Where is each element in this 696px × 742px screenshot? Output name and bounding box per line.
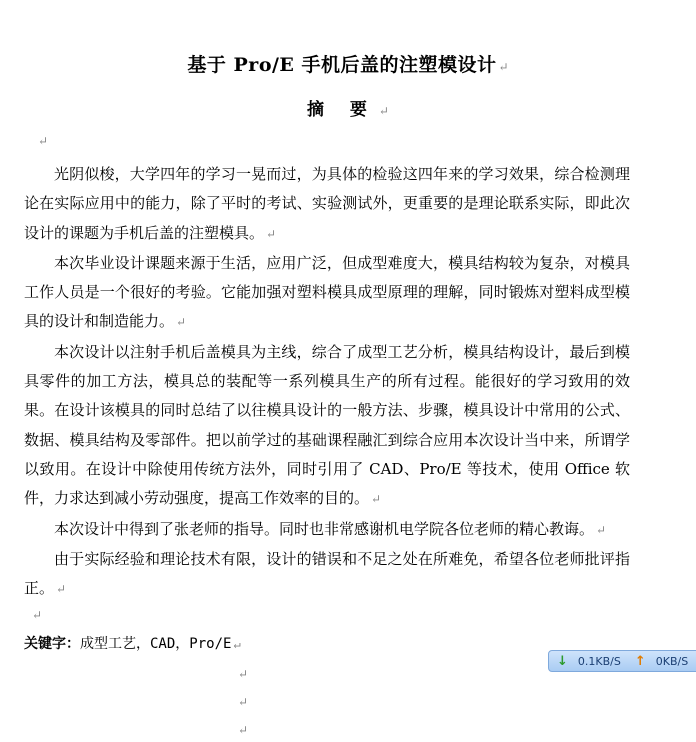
network-speed-widget[interactable]: [548, 650, 696, 672]
keywords-value: 成型工艺，CAD，Pro/E: [80, 636, 232, 652]
paragraph-mark-icon: ↵: [266, 226, 277, 241]
paragraph-mark-icon: ↵: [176, 315, 187, 330]
paragraph-mark-icon: ↵: [32, 608, 43, 622]
title-text: 基于 Pro/E 手机后盖的注塑模设计: [187, 54, 497, 76]
paragraph-mark-icon: ↵: [38, 134, 49, 148]
upload-arrow-icon: ↑: [634, 653, 646, 669]
abstract-heading: [0, 95, 696, 120]
abstract-paragraph: 光阴似梭，大学四年的学习一晃而过，为具体的检验这四年来的学习效果，综合检测理论在实际应用中的能力，除了平时的考试、实验测试外，更重要的是理论联系实际，即此次设计的课题为手机后盖的注塑模具。 ↵: [24, 165, 630, 242]
abstract-heading-text: 摘 要: [307, 100, 377, 120]
keywords-line: [24, 633, 241, 653]
paragraph-mark-icon: ↵: [378, 104, 389, 118]
abstract-body: [24, 160, 630, 604]
abstract-paragraph: 本次设计以注射手机后盖模具为主线，综合了成型工艺分析，模具结构设计，最后到模具零件的加工方法，模具总的装配等一系列模具生产的所有过程。能很好的学习致用的效果。在设计该模具的同时总结了以往模具设计的一般方法、步骤，模具设计中常用的公式、数据、模具结构及零部件。把以前学过的基础课程融汇到综合应用本次设计当中来，所谓学以致用。在设计中除使用传统方法外，同时引用了 CAD、Pro/E 等技术，使用 Office 软件，力求达到减小劳动强度，提高工作效率的目的。 ↵: [24, 342, 630, 508]
paragraph-mark-icon: ↵: [238, 723, 249, 737]
paragraph-mark-icon: ↵: [233, 637, 241, 651]
document-title: [0, 50, 696, 77]
abstract-paragraph: 本次设计中得到了张老师的指导。同时也非常感谢机电学院各位老师的精心教诲。 ↵: [54, 519, 607, 538]
paragraph-mark-icon: ↵: [238, 667, 249, 681]
download-arrow-icon: ↓: [557, 653, 568, 669]
abstract-paragraph: 本次毕业设计课题来源于生活，应用广泛，但成型难度大，模具结构较为复杂，对模具工作人员是一个很好的考验。它能加强对塑料模具成型原理的理解，同时锻炼对塑料成型模具的设计和制造能力。 ↵: [24, 253, 630, 331]
download-speed: 0.1KB/S: [577, 654, 621, 668]
paragraph-mark-icon: ↵: [238, 695, 249, 709]
keywords-label: 关键字：: [24, 636, 80, 652]
paragraph-mark-icon: ↵: [596, 522, 607, 537]
paragraph-mark-icon: ↵: [498, 60, 509, 74]
abstract-paragraph: 由于实际经验和理论技术有限，设计的错误和不足之处在所难免，希望各位老师批评指正。 ↵: [24, 549, 630, 598]
paragraph-mark-icon: ↵: [371, 492, 382, 507]
upload-speed: 0KB/S: [655, 654, 689, 668]
paragraph-mark-icon: ↵: [56, 582, 67, 597]
